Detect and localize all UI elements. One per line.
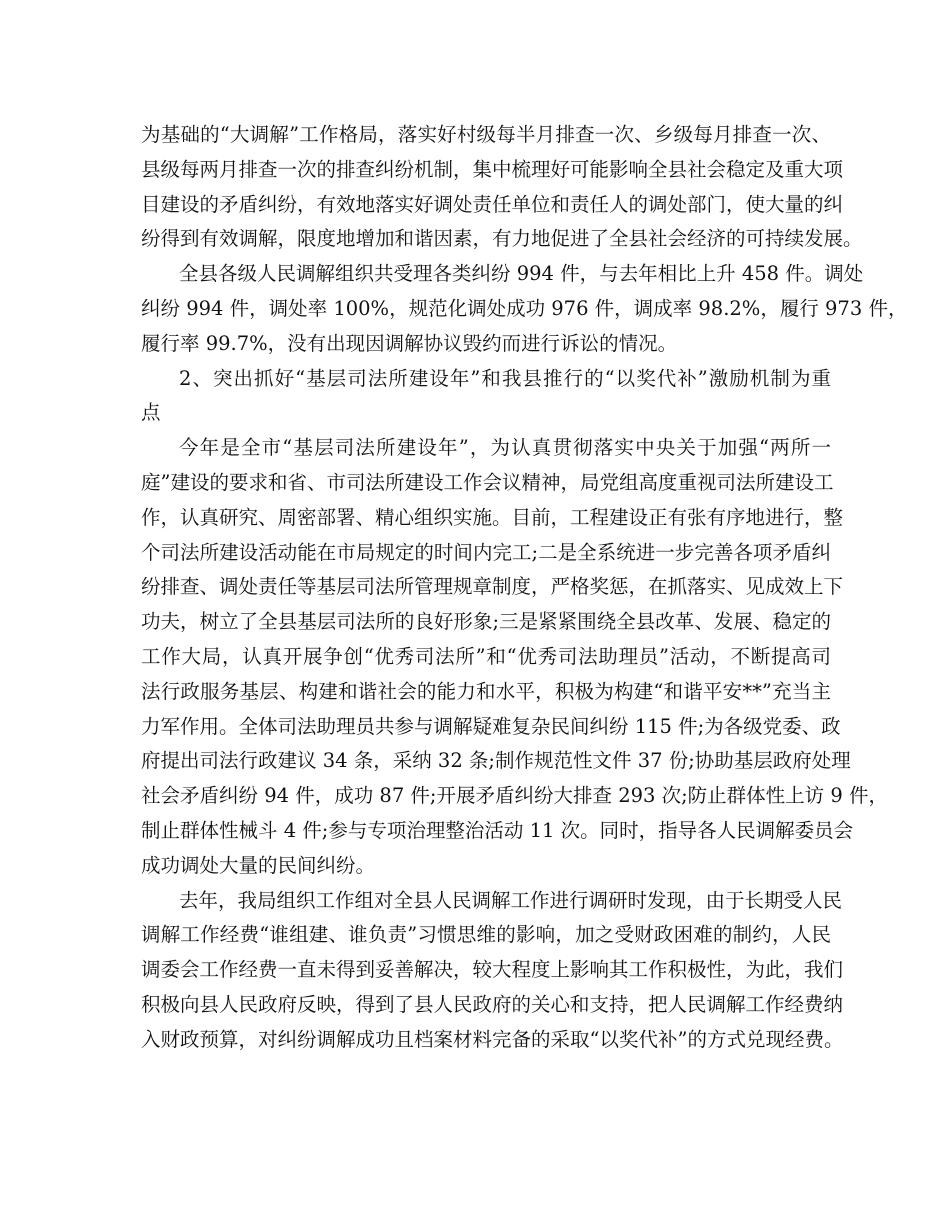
document-body [141, 118, 908, 1058]
text-line: 县级每两月排查一次的排查纠纷机制，集中梳理好可能影响全县社会稳定及重大项 [141, 157, 844, 181]
text-line: 社会矛盾纠纷 94 件，成功 87 件;开展矛盾纠纷大排查 293 次;防止群体性上访 9 件， [141, 784, 888, 808]
text-line: 个司法所建设活动能在市局规定的时间内完工;二是全系统进一步完善各项矛盾纠 [141, 540, 831, 564]
text-line: 力军作用。全体司法助理员共参与调解疑难复杂民间纠纷 115 件;为各级党委、政 [141, 714, 841, 738]
text-line: 纷排查、调处责任等基层司法所管理规章制度，严格奖惩，在抓落实、见成效上下 [141, 575, 844, 599]
section-heading-end-line: 点 [141, 401, 161, 425]
section-heading-line: 2、突出抓好“基层司法所建设年”和我县推行的“以奖代补”激励机制为重 [179, 366, 831, 390]
text-line: 法行政服务基层、构建和谐社会的能力和水平，积极为构建“和谐平安**”充当主 [141, 679, 831, 703]
text-line: 纷得到有效调解，限度地增加和谐因素，有力地促进了全县社会经济的可持续发展。 [141, 227, 863, 251]
text-line: 目建设的矛盾纠纷，有效地落实好调处责任单位和责任人的调处部门，使大量的纠 [141, 192, 844, 216]
paragraph-end-line: 入财政预算，对纠纷调解成功且档案材料完备的采取“以奖代补”的方式兑现经费。 [141, 1027, 844, 1051]
text-line: 功夫，树立了全县基层司法所的良好形象;三是紧紧围绕全县改革、发展、稳定的 [141, 610, 831, 634]
paragraph-start-line: 全县各级人民调解组织共受理各类纠纷 994 件，与去年相比上升 458 件。调处 [179, 262, 864, 286]
paragraph-start-line: 去年，我局组织工作组对全县人民调解工作进行调研时发现，由于长期受人民 [179, 888, 843, 912]
text-line: 调解工作经费“谁组建、谁负责”习惯思维的影响，加之受财政困难的制约，人民 [141, 923, 831, 947]
text-line: 府提出司法行政建议 34 条，采纳 32 条;制作规范性文件 37 份;协助基层政府处理 [141, 749, 851, 773]
paragraph-start-line: 今年是全市“基层司法所建设年”，为认真贯彻落实中央关于加强“两所一 [179, 436, 831, 460]
text-line: 工作大局，认真开展争创“优秀司法所”和“优秀司法助理员”活动，不断提高司 [141, 644, 831, 668]
text-line: 为基础的“大调解”工作格局，落实好村级每半月排查一次、乡级每月排查一次、 [141, 123, 831, 146]
text-line: 纠纷 994 件，调处率 100%，规范化调处成功 976 件，调成率 98.2%，履行 973 件， [141, 296, 908, 320]
text-line: 积极向县人民政府反映，得到了县人民政府的关心和支持，把人民调解工作经费纳 [141, 992, 844, 1016]
paragraph-end-line: 成功调处大量的民间纠纷。 [141, 853, 376, 877]
text-line: 作，认真研究、周密部署、精心组织实施。目前，工程建设正有张有序地进行，整 [141, 505, 844, 529]
text-line: 制止群体性械斗 4 件;参与专项治理整治活动 11 次。同时，指导各人民调解委员会 [141, 818, 854, 842]
paragraph-end-line: 履行率 99.7%，没有出现因调解协议毁约而进行诉讼的情况。 [141, 331, 678, 355]
text-line: 庭”建设的要求和省、市司法所建设工作会议精神，局党组高度重视司法所建设工 [141, 470, 834, 494]
text-line: 调委会工作经费一直未得到妥善解决，较大程度上影响其工作积极性，为此，我们 [141, 958, 844, 982]
